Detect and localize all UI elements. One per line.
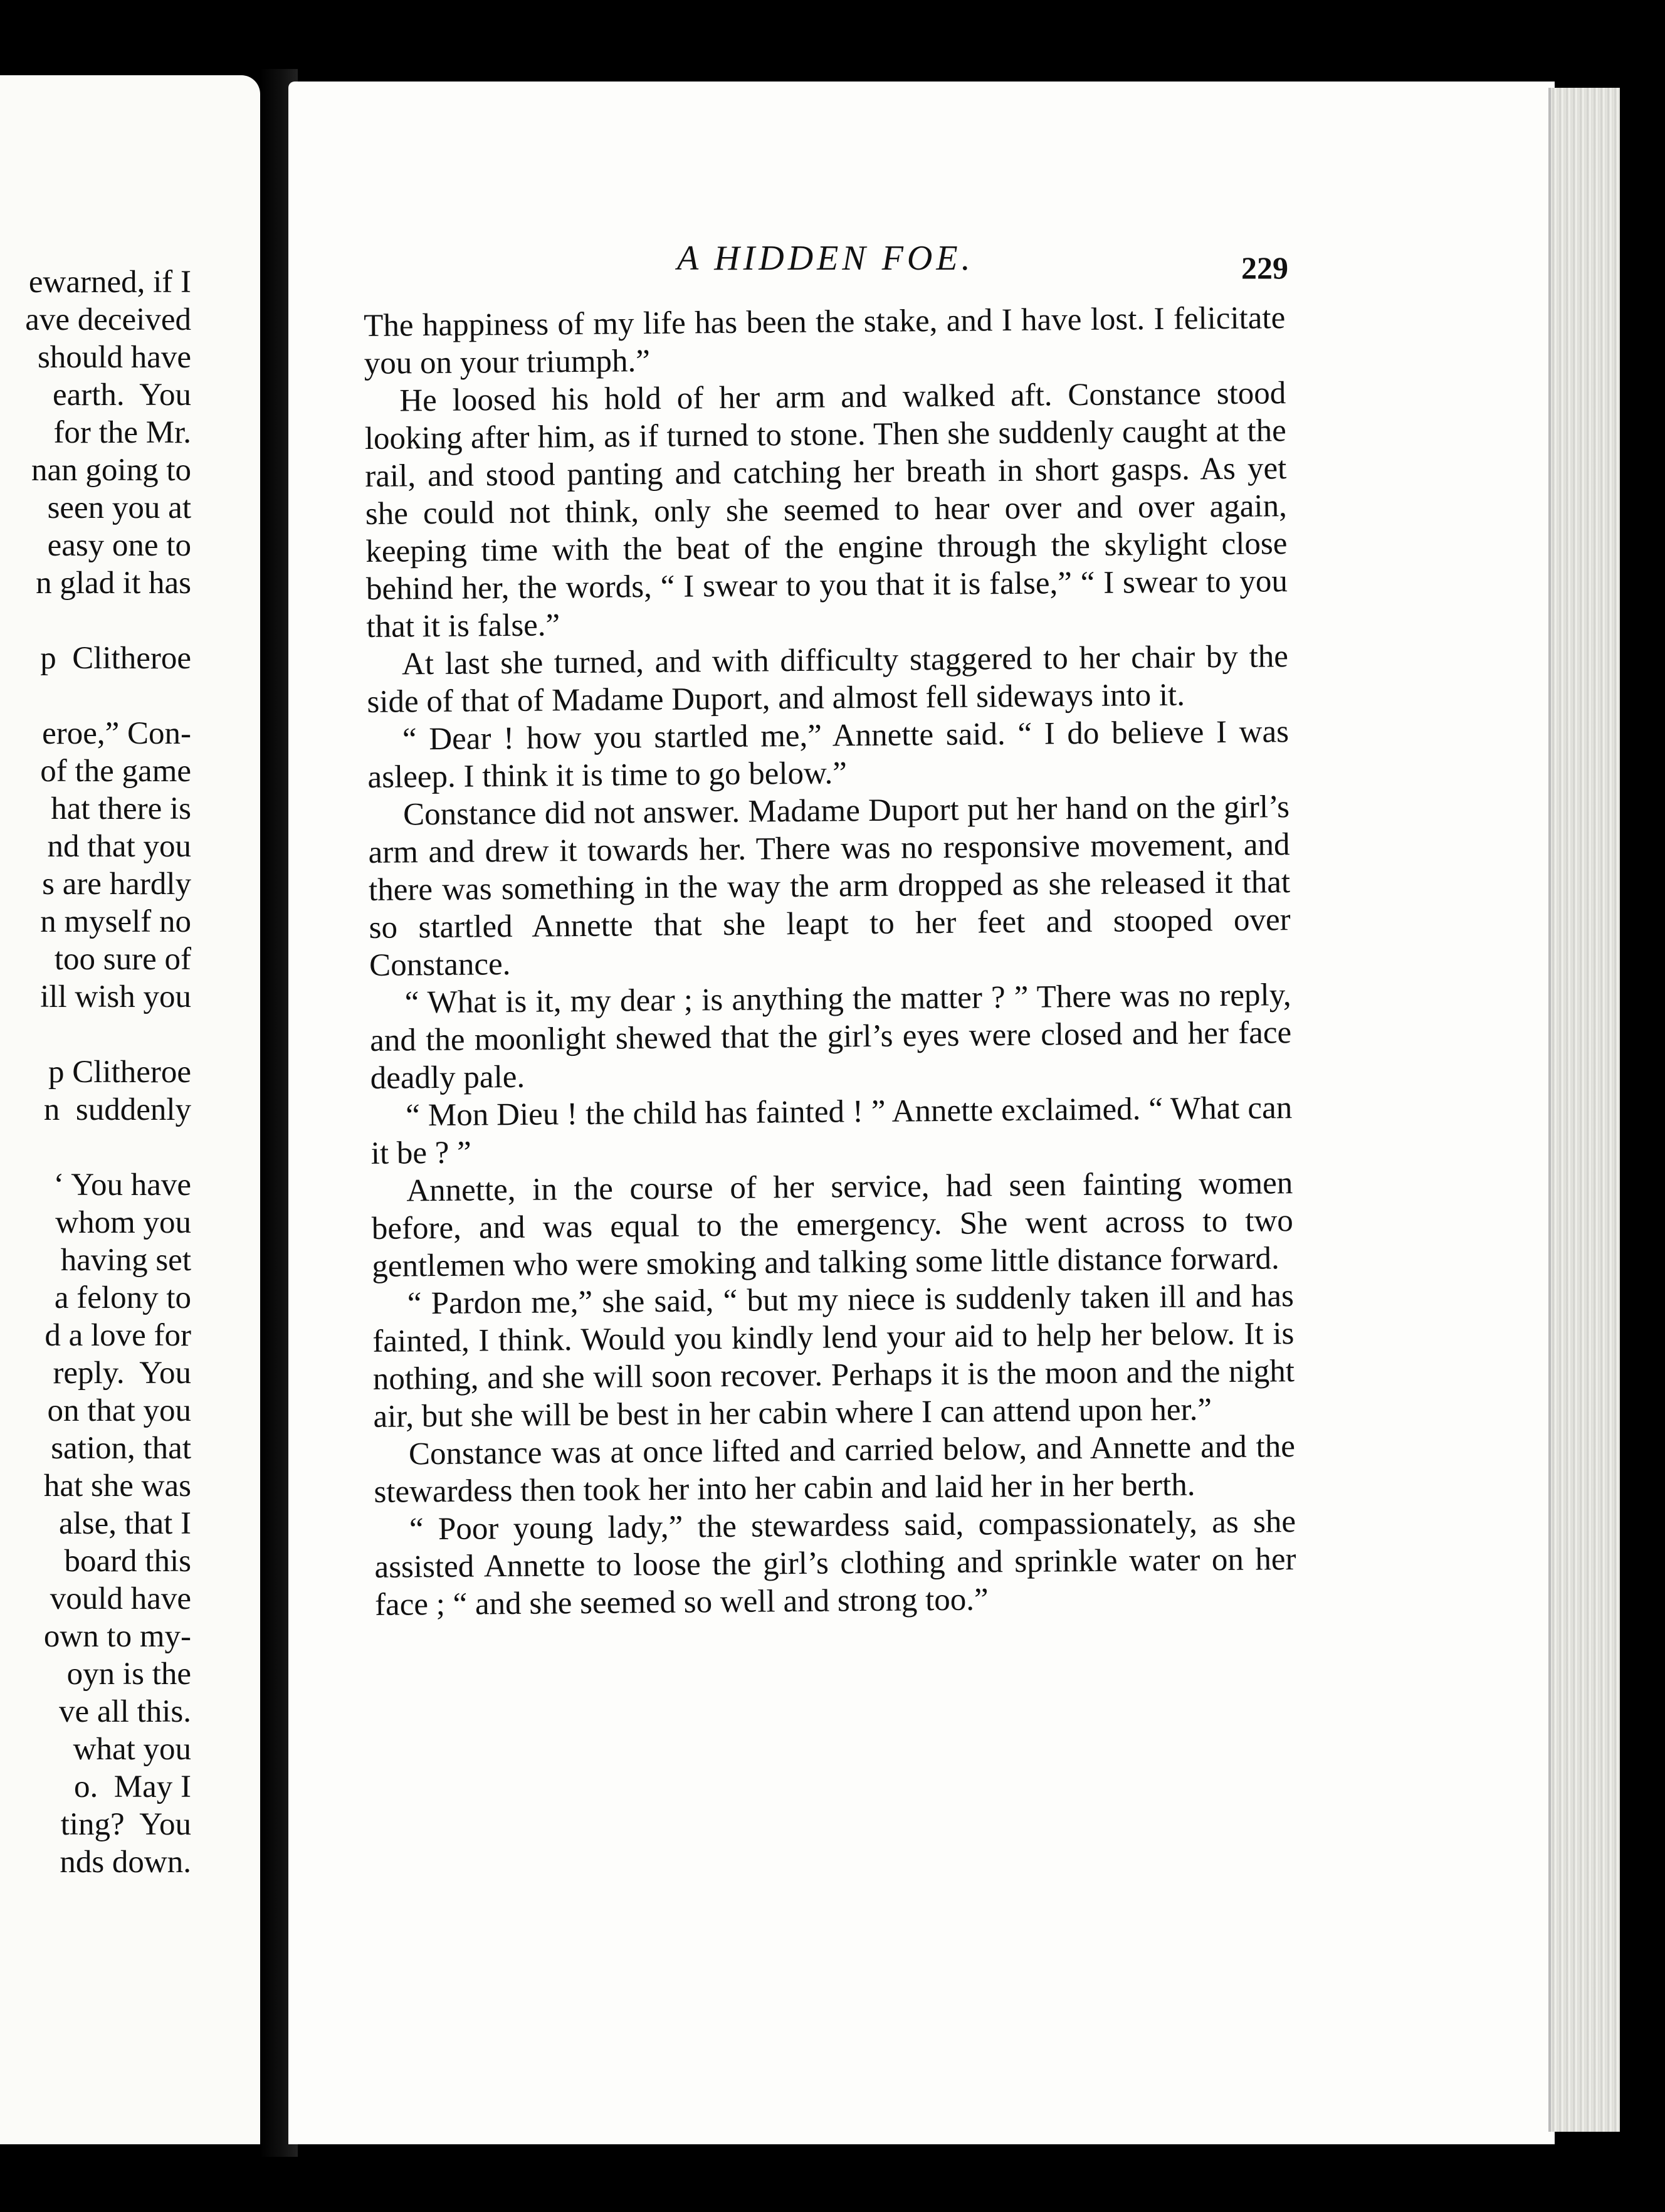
left-page-line: hat there is — [51, 791, 191, 826]
paragraph: “ Mon Dieu ! the child has fainted ! ” Annette exclaimed. “ What can it be ? ” — [370, 1090, 1293, 1171]
left-page-line: n suddenly — [43, 1092, 191, 1127]
left-page-line: ‘ You have — [53, 1167, 191, 1203]
left-page-line: for the Mr. — [53, 415, 191, 450]
left-page-line: d a love for — [45, 1318, 191, 1353]
left-page-line: nds down. — [60, 1845, 191, 1880]
left-page-line: ewarned, if I — [28, 265, 191, 300]
left-page-line: s are hardly — [42, 866, 191, 902]
left-page-line: ting? You — [60, 1807, 191, 1842]
left-page-line: whom you — [55, 1205, 191, 1240]
left-page-line: own to my- — [43, 1619, 191, 1654]
left-page-line: easy one to — [47, 528, 191, 563]
left-page-line — [25, 677, 191, 715]
left-page-line: alse, that I — [59, 1506, 191, 1541]
left-page-line: nd that you — [47, 829, 191, 864]
paragraph: Annette, in the course of her service, had seen fainting women before, and was equal to the emergency. She went across to two gentlemen who were smoking and talking some little distance forward. — [371, 1166, 1294, 1284]
left-page-line: oyn is the — [66, 1656, 191, 1692]
left-page-line: on that you — [47, 1393, 191, 1428]
left-page-line: having set — [60, 1243, 191, 1278]
body-text — [364, 299, 1296, 1624]
paragraph: He loosed his hold of her arm and walked aft. Constance stood looking after him, as if turned to stone. Then she suddenly caught at the rail, and stood panting and catching her breath in short gasps. As yet she could not think, only she seemed to hear over and over again, keeping time with the beat of the engine through the skylight close behind her, the words, “ I swear to you that it is false,” “ I swear to you that it is false.” — [364, 376, 1288, 645]
left-page-line: nan going to — [31, 453, 191, 488]
left-page-line: too sure of — [54, 942, 191, 977]
left-page-line: seen you at — [47, 490, 191, 525]
left-page-line: a felony to — [54, 1280, 191, 1315]
left-page-line: p Clitheroe — [48, 1055, 191, 1090]
left-page-line: ve all this. — [58, 1694, 191, 1729]
left-page-line: p Clitheroe — [40, 641, 191, 676]
left-facing-page — [0, 75, 260, 2144]
scan-mark — [864, 2157, 885, 2200]
left-page-line — [25, 1016, 191, 1053]
left-page-line: hat she was — [43, 1468, 191, 1504]
left-page-line — [25, 1129, 191, 1166]
paragraph: “ Poor young lady,” the stewardess said, compassionately, as she assisted Annette to loose the girl’s clothing and sprinkle water on her face ; “ and she seemed so well and strong too.” — [374, 1504, 1296, 1623]
paragraph: “ Dear ! how you startled me,” Annette said. “ I do believe I was asleep. I think it is time to go below.” — [367, 714, 1289, 795]
left-page-text — [25, 263, 191, 1881]
left-page-line: what you — [73, 1732, 191, 1767]
left-page-line: ave deceived — [25, 302, 191, 337]
page-number: 229 — [1241, 250, 1288, 285]
paragraph: Constance was at once lifted and carried below, and Annette and the stewardess then took her into her cabin and laid her in her berth. — [374, 1429, 1296, 1510]
left-page-line: eroe,” Con- — [42, 716, 191, 751]
left-page-line: sation, that — [51, 1431, 191, 1466]
left-page-line: should have — [37, 340, 191, 375]
left-page-line: n glad it has — [36, 566, 191, 601]
paragraph: At last she turned, and with difficulty staggered to her chair by the side of that of Madame Duport, and almost fell sideways into it. — [367, 639, 1289, 720]
paragraph: “ What is it, my dear ; is anything the matter ? ” There was no reply, and the moonlight shewed that the girl’s eyes were closed and her face deadly pale. — [369, 977, 1292, 1096]
left-page-line: ill wish you — [40, 979, 191, 1014]
page-edges — [1548, 88, 1620, 2132]
left-page-line: of the game — [40, 754, 191, 789]
paragraph: “ Pardon me,” she said, “ but my niece is suddenly taken ill and has fainted, I think. Would you kindly lend your aid to help her below. It is nothing, and she will soon recover. Perhaps it is the moon and the night air, but she will be best in her cabin where I can attend upon her.” — [372, 1278, 1295, 1435]
running-head: A HIDDEN FOE. — [677, 239, 974, 278]
paragraph: Constance did not answer. Madame Duport put her hand on the girl’s arm and drew it towards her. There was no responsive movement, and there was something in the way the arm dropped as she released it that so startled Annette that she leapt to her feet and stooped over Constance. — [368, 789, 1291, 983]
left-page-line: vould have — [50, 1581, 191, 1616]
left-page-line: n myself no — [40, 904, 191, 939]
paragraph: The happiness of my life has been the stake, and I have lost. I felicitate you on your triumph.” — [364, 300, 1286, 381]
left-page-line: earth. You — [52, 377, 191, 413]
left-page-line: o. May I — [74, 1769, 191, 1804]
left-page-line: reply. You — [53, 1356, 191, 1391]
left-page-line: board this — [64, 1544, 191, 1579]
left-page-line — [25, 602, 191, 640]
